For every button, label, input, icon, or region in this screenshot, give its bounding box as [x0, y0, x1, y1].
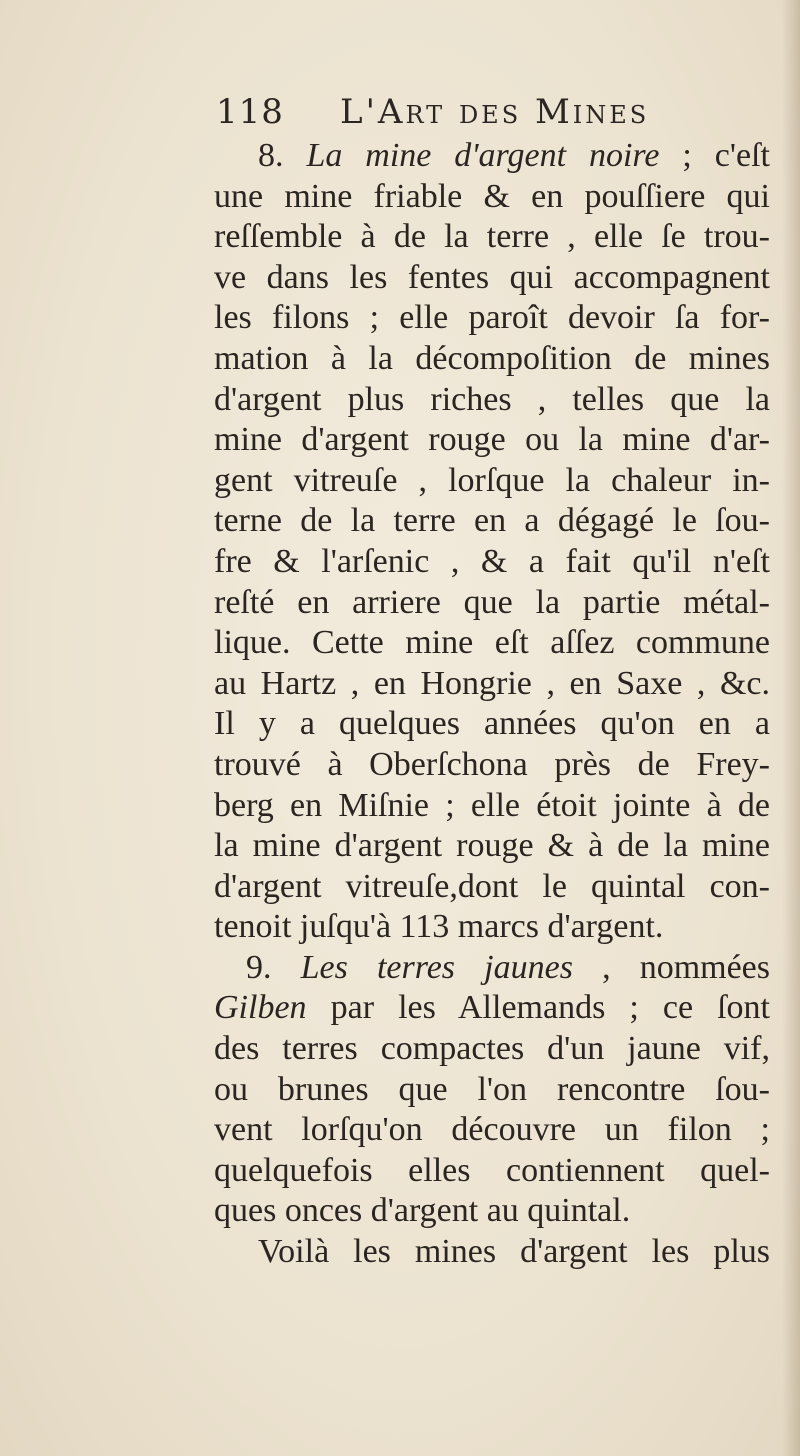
page-header [216, 88, 776, 138]
text-line: lique. Cette mine eſt aſſez commune [214, 624, 770, 662]
text-line: vent lorſqu'on découvre un filon ; [214, 1111, 770, 1149]
text-line: reſté en arriere que la partie métal- [214, 583, 770, 621]
text-line: fre & l'arſenic , & a fait qu'il n'eſt [214, 542, 770, 580]
text-line: Il y a quelques années qu'on en a [214, 705, 770, 743]
text-line: Gilben par les Allemands ; ce ſont [214, 989, 770, 1027]
text-line: des terres compactes d'un jaune vif, [214, 1030, 770, 1068]
text-line: gent vitreuſe , lorſque la chaleur in- [214, 461, 770, 499]
body-text [214, 136, 770, 1273]
text-line: trouvé à Oberſchona près de Frey- [214, 745, 770, 783]
text-line: les filons ; elle paroît devoir ſa for- [214, 299, 770, 337]
text-line: ve dans les fentes qui accompagnent [214, 258, 770, 296]
text-line: mine d'argent rouge ou la mine d'ar- [214, 421, 770, 459]
text-line: Voilà les mines d'argent les plus [258, 1233, 770, 1271]
text-line: d'argent plus riches , telles que la [214, 380, 770, 418]
text-line: terne de la terre en a dégagé le ſou- [214, 502, 770, 540]
text-line: au Hartz , en Hongrie , en Saxe , &c. [214, 664, 770, 702]
text-line: une mine friable & en pouſſiere qui [214, 177, 770, 215]
page-edge-shadow [782, 0, 800, 1456]
text-line: ques onces d'argent au quintal. [214, 1192, 631, 1230]
text-line: ou brunes que l'on rencontre ſou- [214, 1070, 770, 1108]
text-line: 8. La mine d'argent noire ; c'eſt [258, 137, 770, 174]
text-line: 9. Les terres jaunes , nommées [246, 948, 770, 986]
text-line: berg en Miſnie ; elle étoit jointe à de [214, 786, 770, 824]
running-title: L'Art des Mines [340, 92, 650, 132]
text-line: quelquefois elles contiennent quel- [214, 1151, 770, 1189]
text-line: d'argent vitreuſe,dont le quintal con- [214, 867, 770, 905]
text-line: la mine d'argent rouge & à de la mine [214, 827, 770, 865]
text-line: reſſemble à de la terre , elle ſe trou- [214, 218, 770, 256]
text-line: tenoit juſqu'à 113 marcs d'argent. [214, 908, 664, 946]
page-number: 118 [216, 92, 284, 132]
text-line: mation à la décompoſition de mines [214, 339, 770, 377]
